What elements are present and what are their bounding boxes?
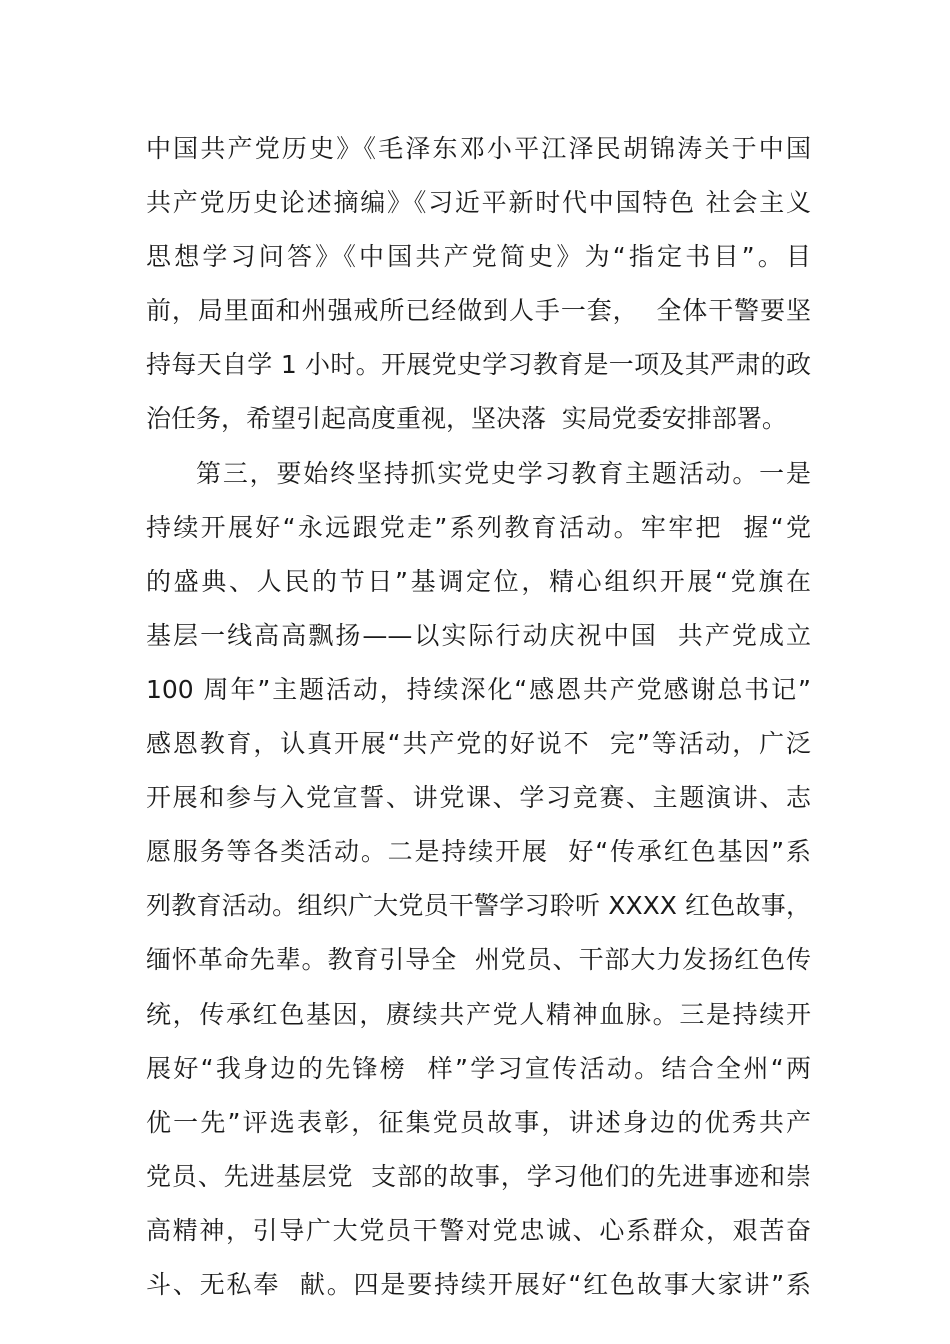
- text-line: 优一先”评选表彰，征集党员故事，讲述身边的优秀共产: [146, 1107, 811, 1137]
- text-line: 100 周年”主题活动，持续深化“感恩共产党感谢总书记”: [146, 674, 811, 704]
- text-line: 的盛典、人民的节日”基调定位，精心组织开展“党旗在: [146, 566, 811, 596]
- text-line: 前，局里面和州强戒所已经做到人手一套， 全体干警要坚: [146, 296, 811, 326]
- text-line: 党员、先进基层党 支部的故事，学习他们的先进事迹和崇: [146, 1161, 811, 1191]
- text-line: 展好“我身边的先锋榜 样”学习宣传活动。结合全州“两: [146, 1053, 811, 1083]
- text-line: 基层一线高高飘扬——以实际行动庆祝中国 共产党成立: [146, 620, 811, 650]
- text-line: 斗、无私奉 献。四是要持续开展好“红色故事大家讲”系: [146, 1269, 811, 1299]
- text-line: 统，传承红色基因，赓续共产党人精神血脉。三是持续开: [146, 999, 811, 1029]
- text-line: 持续开展好“永远跟党走”系列教育活动。牢牢把 握“党: [146, 512, 811, 542]
- body-text: [146, 122, 811, 1312]
- text-line: 治任务，希望引起高度重视，坚决落 实局党委安排部署。: [146, 404, 787, 434]
- text-line: 开展和参与入党宣誓、讲党课、学习竞赛、主题演讲、志: [146, 783, 811, 813]
- text-line: 持每天自学 1 小时。开展党史学习教育是一项及其严肃的政: [146, 350, 811, 380]
- text-line: 中国共产党历史》《毛泽东邓小平江泽民胡锦涛关于中国: [146, 134, 811, 163]
- text-line: 列教育活动。组织广大党员干警学习聆听 XXXX 红色故事，: [146, 891, 811, 921]
- paragraph-first-line: 第三，要始终坚持抓实党史学习教育主题活动。一是: [196, 458, 811, 488]
- text-line: 感恩教育，认真开展“共产党的好说不 完”等活动，广泛: [146, 729, 811, 759]
- text-line: 思想学习问答》《中国共产党简史》为“指定书目”。目: [146, 242, 811, 272]
- text-line: 愿服务等各类活动。二是持续开展 好“传承红色基因”系: [146, 837, 811, 867]
- text-line: 缅怀革命先辈。教育引导全 州党员、干部大力发扬红色传: [146, 945, 811, 975]
- text-line: 高精神，引导广大党员干警对党忠诚、心系群众，艰苦奋: [146, 1215, 811, 1245]
- text-line: 共产党历史论述摘编》《习近平新时代中国特色 社会主义: [146, 188, 811, 218]
